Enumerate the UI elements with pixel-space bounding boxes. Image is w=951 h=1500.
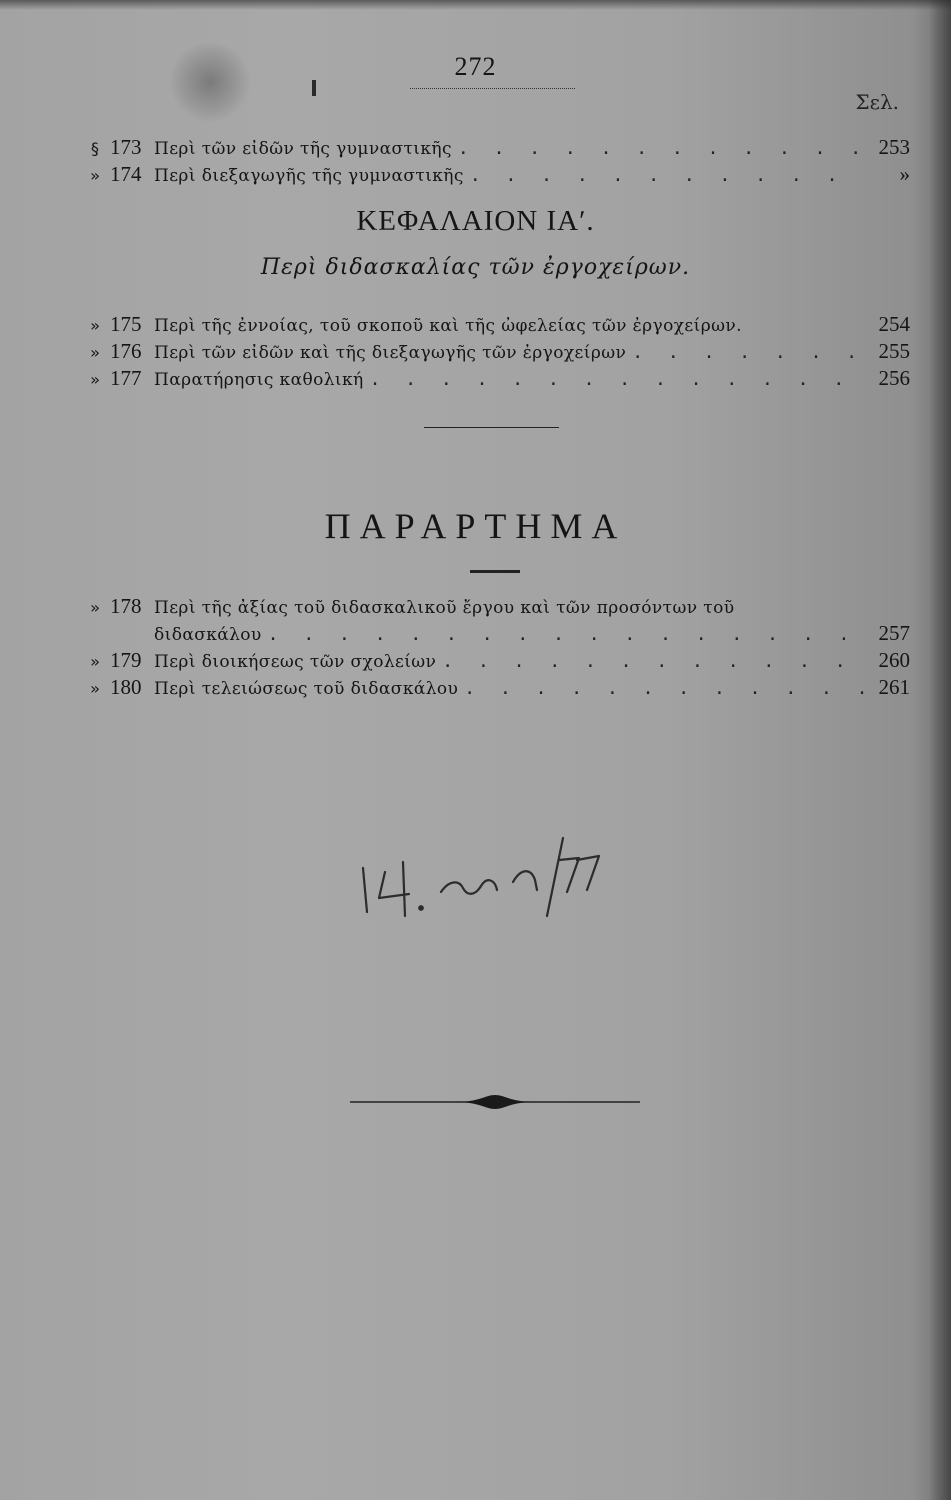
page-number: 272 xyxy=(454,52,497,81)
toc-entry xyxy=(80,648,910,675)
toc-chapter-section xyxy=(80,312,910,393)
toc-entry xyxy=(80,135,910,162)
dot-leader xyxy=(262,622,866,647)
page-number-rule xyxy=(410,88,575,89)
dot-leader xyxy=(626,340,866,365)
entry-title: Περὶ τελειώσεως τοῦ διδασκάλου xyxy=(154,679,459,699)
entry-title: Περὶ τῶν εἰδῶν τῆς γυμναστικῆς xyxy=(154,139,452,159)
entry-mark: » xyxy=(90,598,100,617)
dot-leader xyxy=(364,367,866,392)
entry-mark: » xyxy=(90,166,100,185)
entry-number: 177 xyxy=(110,366,142,390)
entry-page: 257 xyxy=(878,621,910,645)
entry-page: 254 xyxy=(878,312,910,336)
stain-mark xyxy=(312,80,316,96)
entry-mark: » xyxy=(90,316,100,335)
entry-title: Παρατήρησις καθολική xyxy=(154,370,364,390)
entry-page: 256 xyxy=(878,366,910,390)
entry-number: 173 xyxy=(110,135,142,159)
entry-mark: § xyxy=(90,139,100,158)
entry-title: Περὶ τῆς ἐννοίας, τοῦ σκοποῦ καὶ τῆς ὠφελείας τῶν ἐργοχείρων. xyxy=(154,316,742,336)
dot-leader xyxy=(452,136,866,161)
entry-page: 260 xyxy=(878,648,910,672)
entry-number: 179 xyxy=(110,648,142,672)
entry-mark: » xyxy=(90,343,100,362)
entry-page: 253 xyxy=(878,135,910,159)
chapter-heading: ΚΕΦΑΛΑΙΟΝ ΙΑʹ. xyxy=(356,205,595,237)
entry-number: 175 xyxy=(110,312,142,336)
entry-page: 255 xyxy=(878,339,910,363)
entry-title: Περὶ διεξαγωγῆς τῆς γυμναστικῆς xyxy=(154,166,464,186)
entry-title: Περὶ τῶν εἰδῶν καὶ τῆς διεξαγωγῆς τῶν ἐργοχείρων xyxy=(154,343,627,363)
toc-entry xyxy=(80,312,910,339)
entry-title: Περὶ τῆς ἀξίας τοῦ διδασκαλικοῦ ἔργου καὶ τῶν προσόντων τοῦ xyxy=(154,598,735,618)
entry-number: 176 xyxy=(110,339,142,363)
toc-top-section xyxy=(80,135,910,189)
toc-entry-continuation xyxy=(80,621,910,648)
appendix-heading: ΠΑΡΑΡΤΗΜΑ xyxy=(324,506,627,546)
dot-leader xyxy=(464,163,866,188)
toc-entry xyxy=(80,594,910,621)
toc-entry xyxy=(80,675,910,702)
handwritten-note xyxy=(345,820,625,920)
page-column-header: Σελ. xyxy=(855,90,899,114)
dot-leader xyxy=(458,676,866,701)
page-top-edge xyxy=(0,0,951,10)
entry-page: » xyxy=(899,162,910,186)
entry-title: Περὶ διοικήσεως τῶν σχολείων xyxy=(154,652,437,672)
dot-leader xyxy=(436,649,866,674)
entry-page: 261 xyxy=(878,675,910,699)
entry-number: 180 xyxy=(110,675,142,699)
entry-mark: » xyxy=(90,679,100,698)
toc-appendix-section xyxy=(80,594,910,702)
entry-mark: » xyxy=(90,652,100,671)
toc-entry xyxy=(80,162,910,189)
entry-number: 174 xyxy=(110,162,142,186)
entry-title-continuation: διδασκάλου xyxy=(154,625,262,645)
toc-entry xyxy=(80,366,910,393)
end-ornament xyxy=(350,1090,640,1114)
section-divider xyxy=(424,427,559,428)
appendix-underline xyxy=(470,570,520,573)
toc-entry xyxy=(80,339,910,366)
entry-number: 178 xyxy=(110,594,142,618)
entry-mark: » xyxy=(90,370,100,389)
chapter-subtitle: Περὶ διδασκαλίας τῶν ἐργοχείρων. xyxy=(260,255,691,280)
